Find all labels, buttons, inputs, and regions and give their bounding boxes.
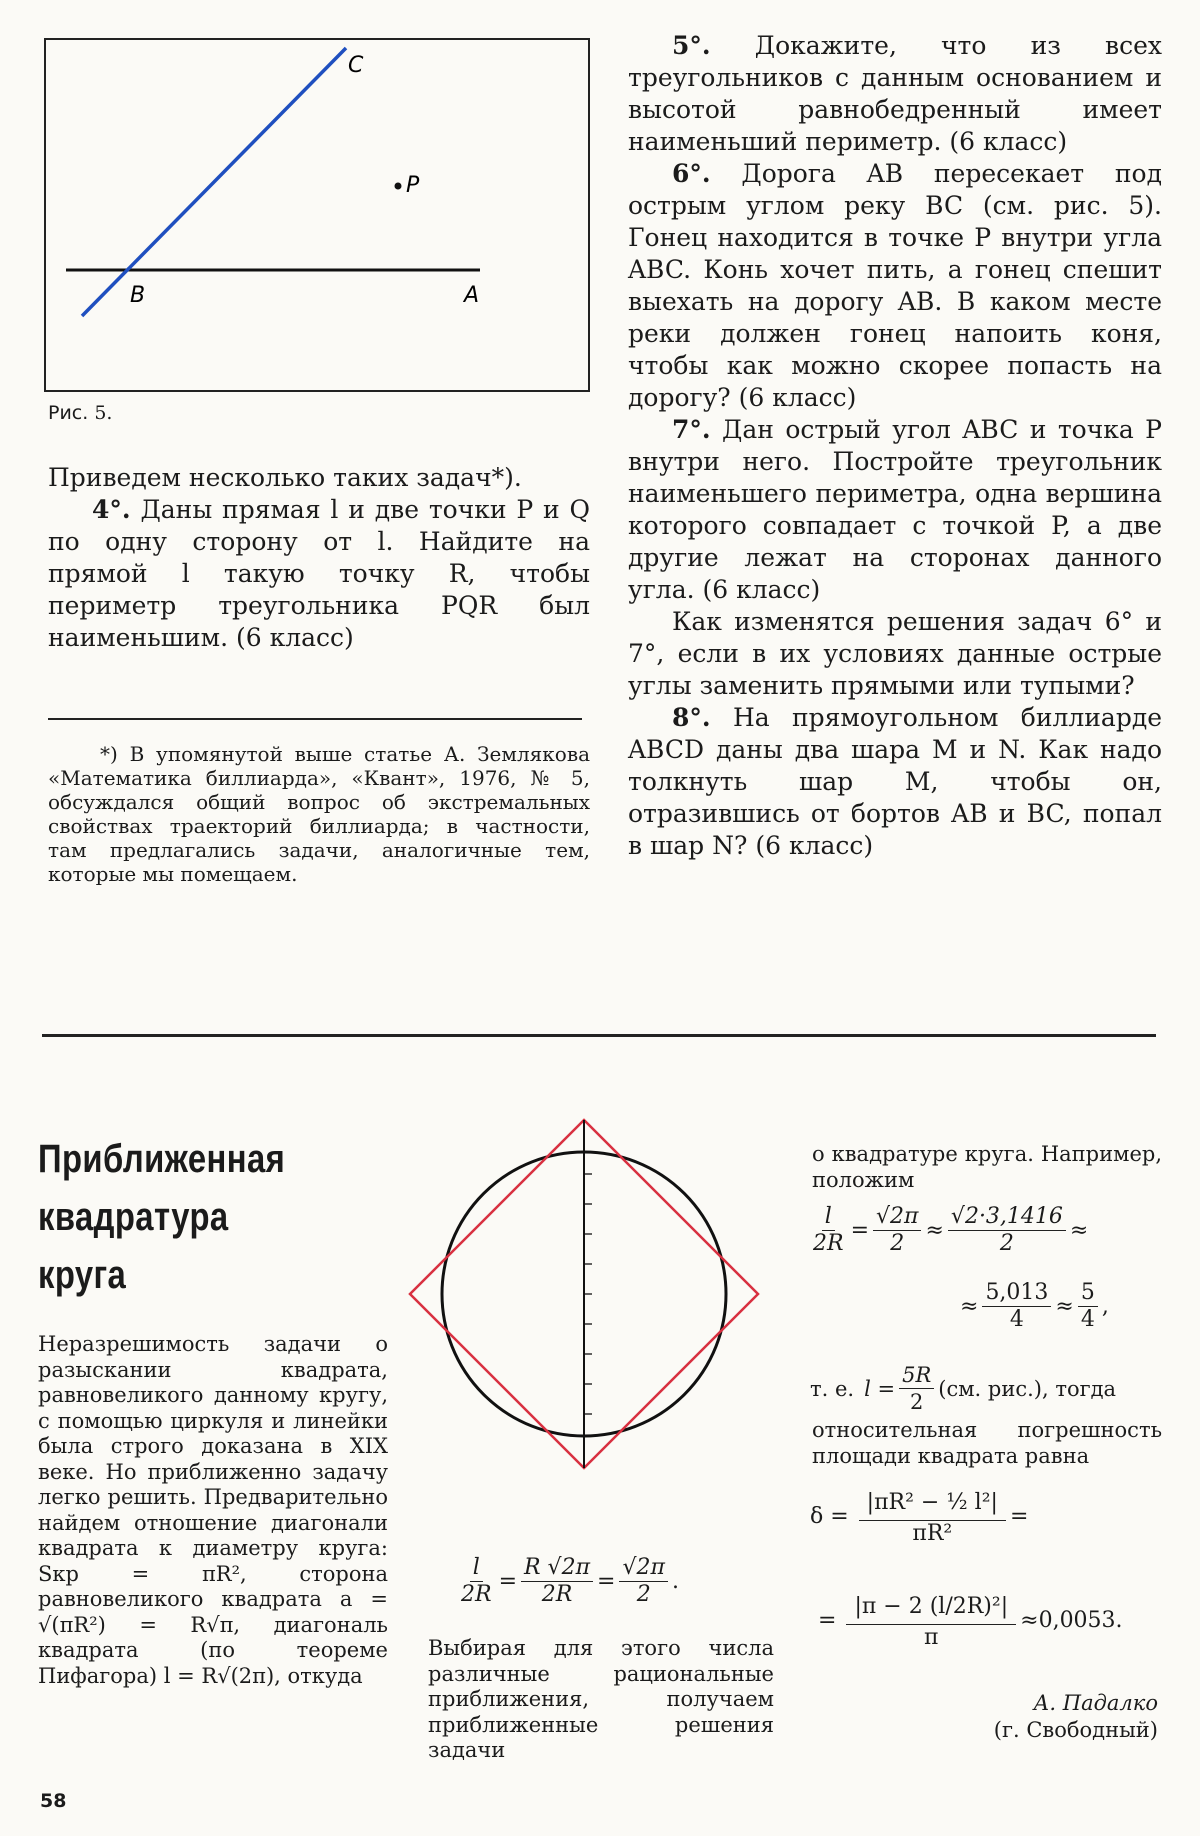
label-b: B [130, 283, 146, 308]
footnote: *) В упомянутой выше статье А. Землякова «Математика биллиарда», «Квант», 1976, № 5, обсуждался общий вопрос об экстремальных свойствах траекторий биллиарда; в частности, там предлагались задачи, аналогичные тем, которые мы помещаем. [48, 742, 590, 886]
figure-5-diagram [46, 40, 592, 394]
author-signature [860, 1690, 1158, 1744]
problem-8-number: 8°. [672, 703, 711, 732]
frac-r-sqrt-2r: $\frac{R √2\pi}{2R}$ [521, 1555, 593, 1608]
problem-6-text: Дорога AB пересекает под острым углом реку BC (см. рис. 5). Гонец находится в точке P внутри угла ABC. Конь хочет пить, а гонец спешит выехать на дорогу AB. В каком месте реки должен гонец напоить коня, чтобы как можно скорее попасть на дорогу? (6 класс) [628, 159, 1163, 412]
left-column [48, 462, 590, 654]
river-line-bc [82, 48, 346, 316]
frac-sqrt-2: $\frac{√2\pi}{2}$ [619, 1555, 667, 1608]
problem-5-number: 5°. [672, 31, 711, 60]
problem-8 [628, 702, 1162, 862]
title-line-2: квадратура [38, 1195, 229, 1239]
caption-number: 5. [94, 402, 113, 424]
article-body-center: Выбирая для этого числа различные рациональные приближения, получаем приближенные решения задачи [428, 1636, 774, 1762]
figure-5 [44, 38, 590, 392]
article-title [38, 1130, 382, 1304]
problem-4 [48, 494, 590, 654]
problem-4-number: 4°. [92, 495, 131, 524]
figure-caption [48, 402, 112, 424]
right-column [628, 30, 1162, 862]
problem-6 [628, 158, 1162, 414]
footnote-divider [48, 718, 582, 720]
delta-formula-2: = $\frac{\text{|π − 2 (l/2R)²|}}{\pi}$ ≈0,0053. [818, 1590, 1123, 1651]
author-city: (г. Свободный) [993, 1718, 1158, 1742]
relative-error-text: относительная погрешность площади квадрата равна [812, 1418, 1162, 1468]
te-line: т. е. l = $\frac{5R}{2}$ (см. рис.), тогда [810, 1363, 1117, 1414]
problem-5-text: Докажите, что из всех треугольников с данным основанием и высотой равнобедренный имеет наименьший периметр. (6 класс) [628, 31, 1162, 156]
problem-6-number: 6°. [672, 159, 711, 188]
delta-formula: δ = $\frac{\text{|πR² − ½ l²|}}{\text{πR²}}$ = [810, 1486, 1028, 1547]
section-divider [42, 1034, 1156, 1037]
page-number: 58 [40, 1790, 67, 1812]
problem-7-number: 7°. [672, 415, 711, 444]
label-c: C [348, 53, 364, 78]
point-p [395, 183, 402, 190]
problem-4-text: Даны прямая l и две точки P и Q по одну сторону от l. Найдите на прямой l такую точку R, чтобы периметр треугольника PQR был наименьшим. (6 класс) [48, 495, 590, 652]
problem-7 [628, 414, 1162, 606]
frac-l-2r: $\frac{l}{2R}$ [461, 1555, 492, 1607]
problem-8-text: На прямоугольном биллиарде ABCD даны два шара M и N. Как надо толкнуть шар M, чтобы он, отразившись от бортов AB и BC, попал в шар N? (6 класс) [628, 703, 1163, 860]
diagonal-ticks [584, 1174, 592, 1414]
question-paragraph: Как изменятся решения задач 6° и 7°, если в их условиях данные острые углы заменить прямыми или тупыми? [628, 607, 1162, 700]
caption-prefix: Рис. [48, 402, 89, 424]
center-formula: $\frac{l}{2R}$ = $\frac{R √2\pi}{2R}$ = $\frac{√2\pi}{2}$ . [454, 1555, 679, 1608]
article-body-left: Неразрешимость задачи о разыскании квадрата, равновеликого данному кругу, с помощью циркуля и линейки была строго доказана в XIX веке. Но приближенно задачу легко решить. Предварительно найдем отношение диагонали квадрата к диаметру круга: Sкр = πR², сторона равновеликого квадрата a = √(πR²) = R√π, диагональ квадрата (по теореме Пифагора) l = R√(2π), откуда [38, 1332, 388, 1688]
title-line-3: круга [38, 1253, 127, 1297]
problem-7-text: Дан острый угол ABC и точка P внутри него. Постройте треугольник наименьшего периметра, одна вершина которого совпадает с точкой P, а две другие лежат на сторонах данного угла. (6 класс) [628, 415, 1163, 604]
author-name: А. Падалко [1033, 1691, 1158, 1715]
label-a: A [464, 283, 480, 308]
article-body-right-top: о квадратуре круга. Например, положим [812, 1142, 1162, 1192]
circle-square-figure [400, 1110, 770, 1480]
problem-5 [628, 30, 1162, 158]
title-line-1: Приближенная [38, 1137, 286, 1181]
approx-formula-1: $\frac{l}{2R}$ = $\frac{√2\pi}{2}$ ≈ $\frac{√2\cdot 3,1416}{2}$ ≈ [813, 1204, 1089, 1256]
intro-paragraph: Приведем несколько таких задач*). [48, 463, 522, 492]
label-p: P [406, 173, 420, 198]
approx-formula-2: ≈ $\frac{5,013}{4}$ ≈ $\frac{5}{4}$ , [960, 1280, 1109, 1332]
